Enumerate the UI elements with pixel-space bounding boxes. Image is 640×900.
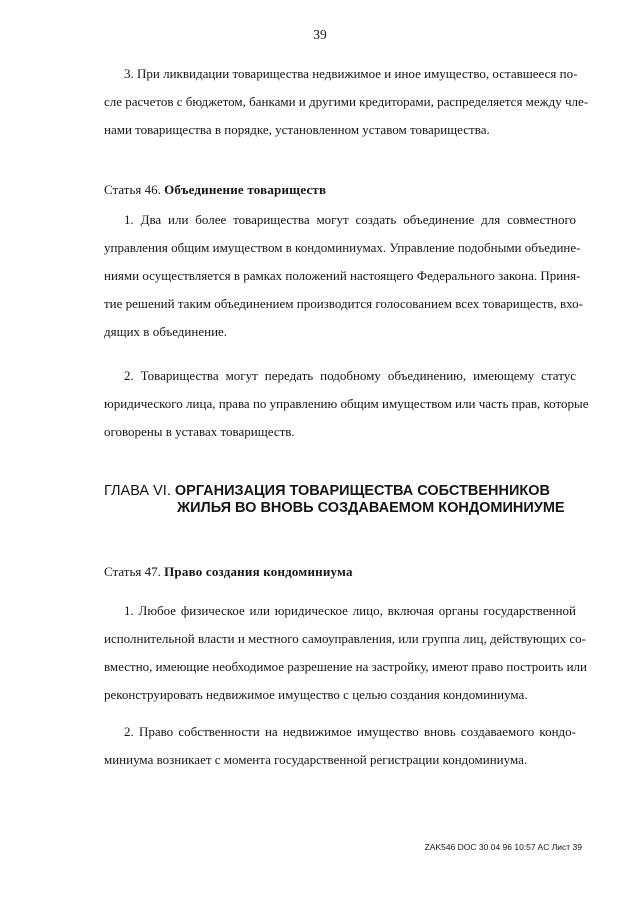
paragraph-3 bbox=[104, 60, 589, 144]
text-line: 2. Товарищества могут передать подобному объединению, имеющему статус bbox=[124, 368, 576, 383]
chapter-6-heading bbox=[104, 483, 584, 517]
text-line: сле расчетов с бюджетом, банками и другими кредиторами, распределяется между чле- bbox=[104, 94, 589, 109]
article-46-label: Статья 46. bbox=[104, 182, 161, 197]
chapter-6-title-line-2: ЖИЛЬЯ ВО ВНОВЬ СОЗДАВАЕМОМ КОНДОМИНИУМЕ bbox=[177, 500, 565, 516]
text-line: вместно, имеющие необходимое разрешение на застройку, имеют право построить или bbox=[104, 659, 587, 674]
article-46-paragraph-1 bbox=[104, 206, 583, 346]
text-line: тие решений таким объединением производится голосованием всех товариществ, вхо- bbox=[104, 296, 583, 311]
article-47-heading bbox=[104, 564, 353, 580]
text-line: 2. Право собственности на недвижимое имущество вновь создаваемого кондо- bbox=[124, 724, 576, 739]
text-line: дящих в объединение. bbox=[104, 324, 228, 339]
text-line: миниума возникает с момента государственной регистрации кондоминиума. bbox=[104, 752, 528, 767]
article-46-paragraph-2 bbox=[104, 362, 589, 446]
text-line: реконструировать недвижимое имущество с целью создания кондоминиума. bbox=[104, 687, 528, 702]
text-line: 1. Любое физическое или юридическое лицо, включая органы государственной bbox=[124, 603, 576, 618]
text-line: исполнительной власти и местного самоуправления, или группа лиц, действующих со- bbox=[104, 631, 586, 646]
chapter-6-label: ГЛАВА VI. bbox=[104, 483, 171, 499]
text-line: 3. При ликвидации товарищества недвижимое и иное имущество, оставшееся по- bbox=[124, 66, 578, 81]
text-line: нами товарищества в порядке, установленном уставом товарищества. bbox=[104, 122, 490, 137]
text-line: оговорены в уставах товариществ. bbox=[104, 424, 295, 439]
article-47-label: Статья 47. bbox=[104, 564, 161, 579]
chapter-6-heading-line-1 bbox=[104, 483, 584, 500]
chapter-6-title-line-1: ОРГАНИЗАЦИЯ ТОВАРИЩЕСТВА СОБСТВЕННИКОВ bbox=[174, 483, 550, 499]
article-46-title: Объединение товариществ bbox=[164, 182, 327, 197]
page-number: 39 bbox=[313, 27, 327, 42]
article-47-paragraph-1 bbox=[104, 597, 587, 709]
text-line: юридического лица, права по управлению общим имуществом или часть прав, которые bbox=[104, 396, 589, 411]
article-47-paragraph-2 bbox=[104, 718, 576, 774]
text-line: 1. Два или более товарищества могут создать объединение для совместного bbox=[124, 212, 576, 227]
article-47-title: Право создания кондоминиума bbox=[164, 564, 353, 579]
article-46-heading bbox=[104, 182, 326, 198]
text-line: управления общим имуществом в кондоминиумах. Управление подобными объедине- bbox=[104, 240, 581, 255]
page-footer: ZAK546 DOC 30 04 96 10:57 AC Лист 39 bbox=[424, 842, 582, 852]
text-line: ниями осуществляется в рамках положений настоящего Федерального закона. Приня- bbox=[104, 268, 581, 283]
